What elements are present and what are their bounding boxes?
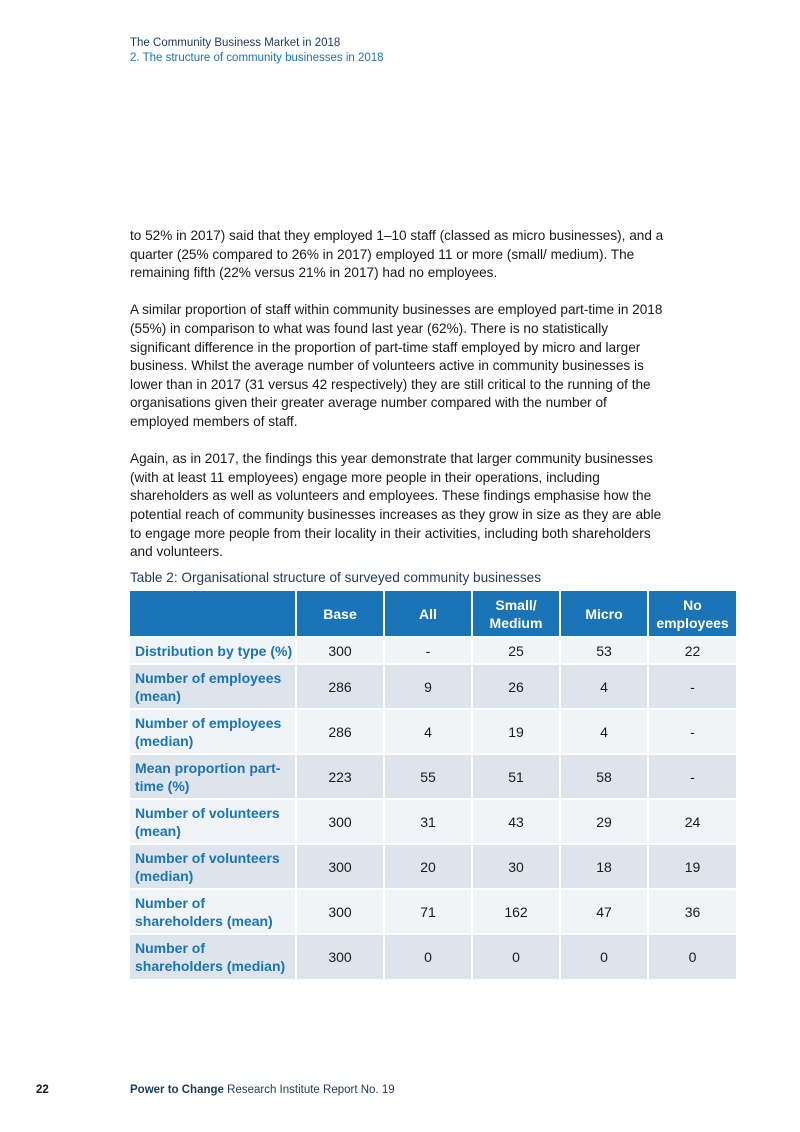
- table-cell: -: [648, 754, 736, 799]
- table-cell: 0: [384, 934, 472, 979]
- table-row: [130, 844, 736, 889]
- table-row: [130, 754, 736, 799]
- table-cell: -: [648, 664, 736, 709]
- table-row: [130, 709, 736, 754]
- table-row: [130, 799, 736, 844]
- row-label: Number of shareholders (median): [130, 934, 296, 979]
- document-title: The Community Business Market in 2018: [130, 37, 341, 49]
- structure-table: [130, 591, 736, 979]
- table-cell: 18: [560, 844, 648, 889]
- row-label: Number of employees (median): [130, 709, 296, 754]
- table-cell: 4: [384, 709, 472, 754]
- table-cell: -: [648, 709, 736, 754]
- table-cell: 36: [648, 889, 736, 934]
- table-row: [130, 664, 736, 709]
- table-row: [130, 889, 736, 934]
- table-header-row: [130, 591, 736, 637]
- column-header: Small/ Medium: [472, 591, 560, 637]
- table-cell: 4: [560, 709, 648, 754]
- column-header: Micro: [560, 591, 648, 637]
- column-header: [130, 591, 296, 637]
- table-cell: 30: [472, 844, 560, 889]
- table-cell: 20: [384, 844, 472, 889]
- column-header: Base: [296, 591, 384, 637]
- table-cell: 26: [472, 664, 560, 709]
- row-label: Number of volunteers (mean): [130, 799, 296, 844]
- column-header: No employees: [648, 591, 736, 637]
- report-name: Research Institute Report No. 19: [227, 1084, 395, 1096]
- table-cell: 24: [648, 799, 736, 844]
- table-cell: 51: [472, 754, 560, 799]
- table-cell: -: [384, 637, 472, 664]
- table-cell: 53: [560, 637, 648, 664]
- table-row: [130, 934, 736, 979]
- table-cell: 0: [472, 934, 560, 979]
- row-label: Number of employees (mean): [130, 664, 296, 709]
- table-cell: 19: [648, 844, 736, 889]
- column-header: All: [384, 591, 472, 637]
- paragraph: A similar proportion of staff within community businesses are employed part-time in 2018 (55%) in comparison to what was found last year (62%). There is no statistically significant difference in the proportion of part-time staff employed by micro and larger business. Whilst the average number of volunteers active in community businesses is lower than in 2017 (31 versus 42 respectively) they are still critical to the running of the organisations given their greater average number compared with the number of employed members of staff.: [130, 302, 663, 429]
- running-head: [130, 36, 384, 66]
- table-cell: 300: [296, 844, 384, 889]
- table-cell: 29: [560, 799, 648, 844]
- table-cell: 286: [296, 709, 384, 754]
- table-cell: 300: [296, 637, 384, 664]
- table-cell: 25: [472, 637, 560, 664]
- table-cell: 223: [296, 754, 384, 799]
- table-cell: 300: [296, 934, 384, 979]
- page-number: 22: [36, 1084, 49, 1096]
- table-cell: 58: [560, 754, 648, 799]
- row-label: Number of shareholders (mean): [130, 889, 296, 934]
- row-label: Number of volunteers (median): [130, 844, 296, 889]
- table-cell: 71: [384, 889, 472, 934]
- row-label: Mean proportion part-time (%): [130, 754, 296, 799]
- table-cell: 0: [560, 934, 648, 979]
- table-cell: 4: [560, 664, 648, 709]
- table-cell: 286: [296, 664, 384, 709]
- table-row: [130, 637, 736, 664]
- table-cell: 162: [472, 889, 560, 934]
- row-label: Distribution by type (%): [130, 637, 296, 664]
- table-cell: 19: [472, 709, 560, 754]
- table-cell: 43: [472, 799, 560, 844]
- table-cell: 31: [384, 799, 472, 844]
- section-title: 2. The structure of community businesses in 2018: [130, 52, 384, 64]
- table-cell: 55: [384, 754, 472, 799]
- paragraph: to 52% in 2017) said that they employed 1–10 staff (classed as micro businesses), and a quarter (25% compared to 26% in 2017) employed 11 or more (small/ medium). The remaining fifth (22% versus 21% in 2017) had no employees.: [130, 228, 664, 281]
- body-text: [130, 227, 665, 580]
- table-cell: 300: [296, 889, 384, 934]
- table-cell: 0: [648, 934, 736, 979]
- table-cell: 22: [648, 637, 736, 664]
- table-cell: 9: [384, 664, 472, 709]
- table-cell: 300: [296, 799, 384, 844]
- brand-name: Power to Change: [130, 1084, 224, 1096]
- footer-brand: [130, 1083, 395, 1097]
- table-caption: Table 2: Organisational structure of surveyed community businesses: [130, 570, 542, 585]
- paragraph: Again, as in 2017, the findings this year demonstrate that larger community businesses (with at least 11 employees) engage more people in their operations, including shareholders as well as volunteers and employees. These findings emphasise how the potential reach of community businesses increases as they grow in size as they are able to engage more people from their locality in their activities, including both shareholders and volunteers.: [130, 451, 662, 560]
- table-cell: 47: [560, 889, 648, 934]
